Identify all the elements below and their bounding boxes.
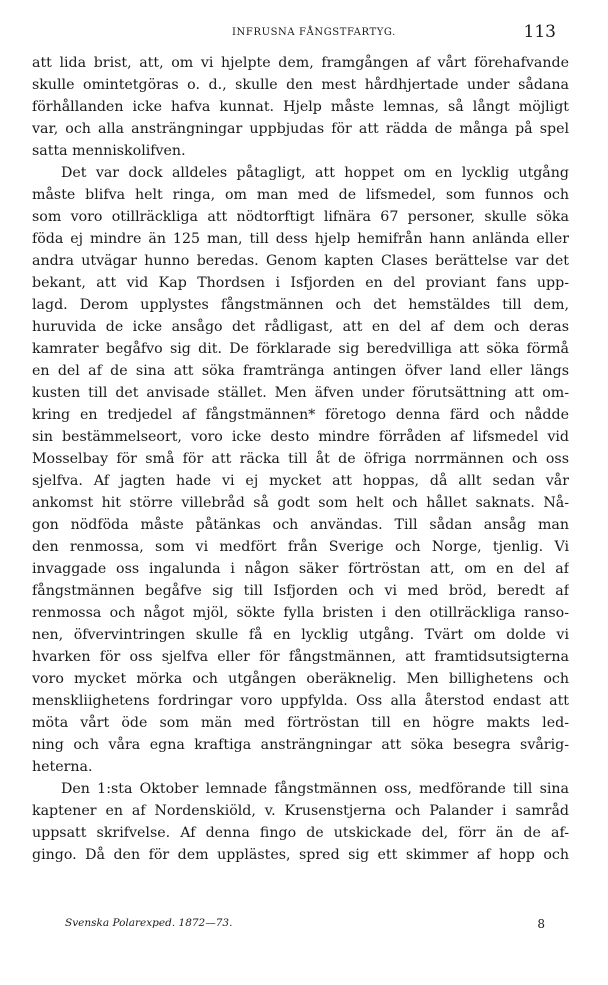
- text-line: sjelfva. Af jagten hade vi ej mycket att hoppas, då allt sedan vår: [32, 473, 569, 489]
- text-line: ning och våra egna kraftiga ansträngningar att söka besegra svårig-: [32, 737, 569, 753]
- text-line: andra utvägar hunno beredas. Genom kapten Clases berättelse var det: [32, 253, 569, 269]
- text-line: kaptener en af Nordenskiöld, v. Krusenstjerna och Palander i samråd: [32, 803, 569, 819]
- text-line: Mosselbay för små för att räcka till åt de öfriga norrmännen och oss: [32, 451, 569, 467]
- paragraph-start-line: Den 1:sta Oktober lemnade fångstmännen oss, medförande till sina: [61, 781, 569, 797]
- text-line: fångstmännen begåfve sig till Isfjorden och vi med bröd, beredt af: [32, 583, 569, 599]
- text-line: möta vårt öde som män med förtröstan till en högre makts led-: [32, 715, 569, 731]
- text-line: menskliighetens fordringar voro uppfylda. Oss alla återstod endast att: [32, 693, 569, 709]
- text-line: kusten till det anvisade stället. Men äfven under förutsättning att om-: [32, 385, 569, 401]
- text-line: måste blifva helt ringa, om man med de lifsmedel, som funnos och: [32, 187, 569, 203]
- text-line: hvarken för oss sjelfva eller för fångstmännen, att framtidsutsigterna: [32, 649, 569, 665]
- text-line: sin bestämmelseort, voro icke desto mindre förråden af lifsmedel vid: [32, 429, 569, 445]
- text-line: gon nödföda måste påtänkas och användas. Till sådan ansåg man: [32, 517, 569, 533]
- page-number: 113: [523, 22, 556, 42]
- text-line: skulle omintetgöras o. d., skulle den mest hårdhjertade under sådana: [32, 77, 569, 93]
- text-line: den renmossa, som vi medfört från Sverige och Norge, tjenlig. Vi: [32, 539, 569, 555]
- paragraph-start-line: Det var dock alldeles påtagligt, att hoppet om en lycklig utgång: [61, 165, 569, 181]
- text-line: gingo. Då den för dem upplästes, spred sig ett skimmer af hopp och: [32, 847, 569, 863]
- text-line: som voro otillräckliga att nödtorftigt lifnära 67 personer, skulle söka: [32, 209, 569, 225]
- page-footer: [65, 917, 545, 935]
- text-line: voro mycket mörka och utgången oberäknelig. Men billighetens och: [32, 671, 569, 687]
- text-line: invaggade oss ingalunda i någon säker förtröstan att, om en del af: [32, 561, 569, 577]
- text-line: lagd. Derom upplystes fångstmännen och det hemstäldes till dem,: [32, 297, 569, 313]
- text-line: kring en tredjedel af fångstmännen* företogo denna färd och nådde: [32, 407, 569, 423]
- text-line: ankomst hit större villebråd så godt som helt och hållet saknats. Nå-: [32, 495, 569, 511]
- text-line: var, och alla ansträngningar uppbjudas för att rädda de många på spel: [32, 121, 569, 137]
- text-line: huruvida de icke ansågo det rådligast, att en del af dem och deras: [32, 319, 569, 335]
- text-line: bekant, att vid Kap Thordsen i Isfjorden en del proviant fans upp-: [32, 275, 569, 291]
- text-line: en del af de sina att söka framtränga antingen öfver land eller längs: [32, 363, 569, 379]
- text-line: kamrater begåfvo sig dit. De förklarade sig beredvilliga att söka förmå: [32, 341, 569, 357]
- paragraph-end-line: heterna.: [32, 759, 93, 775]
- text-line: nen, öfvervintringen skulle få en lycklig utgång. Tvärt om dolde vi: [32, 627, 569, 643]
- running-title: INFRUSNA FÅNGSTFARTYG.: [232, 27, 396, 38]
- running-head: [0, 22, 608, 42]
- text-line: uppsatt skrifvelse. Af denna fingo de utskickade del, förr än de af-: [32, 825, 569, 841]
- text-line: att lida brist, att, om vi hjelpte dem, framgången af vårt förehafvande: [32, 55, 569, 71]
- body-text: [32, 52, 569, 866]
- footer-note: Svenska Polarexped. 1872—73.: [65, 917, 233, 929]
- text-line: renmossa och något mjöl, sökte fylla bristen i den otillräckliga ranso-: [32, 605, 569, 621]
- paragraph-end-line: satta menniskolifven.: [32, 143, 186, 159]
- signature-mark: 8: [537, 917, 545, 931]
- text-line: förhållanden icke hafva kunnat. Hjelp måste lemnas, så långt möjligt: [32, 99, 569, 115]
- text-line: föda ej mindre än 125 man, till dess hjelp hemifrån hann anlända eller: [32, 231, 569, 247]
